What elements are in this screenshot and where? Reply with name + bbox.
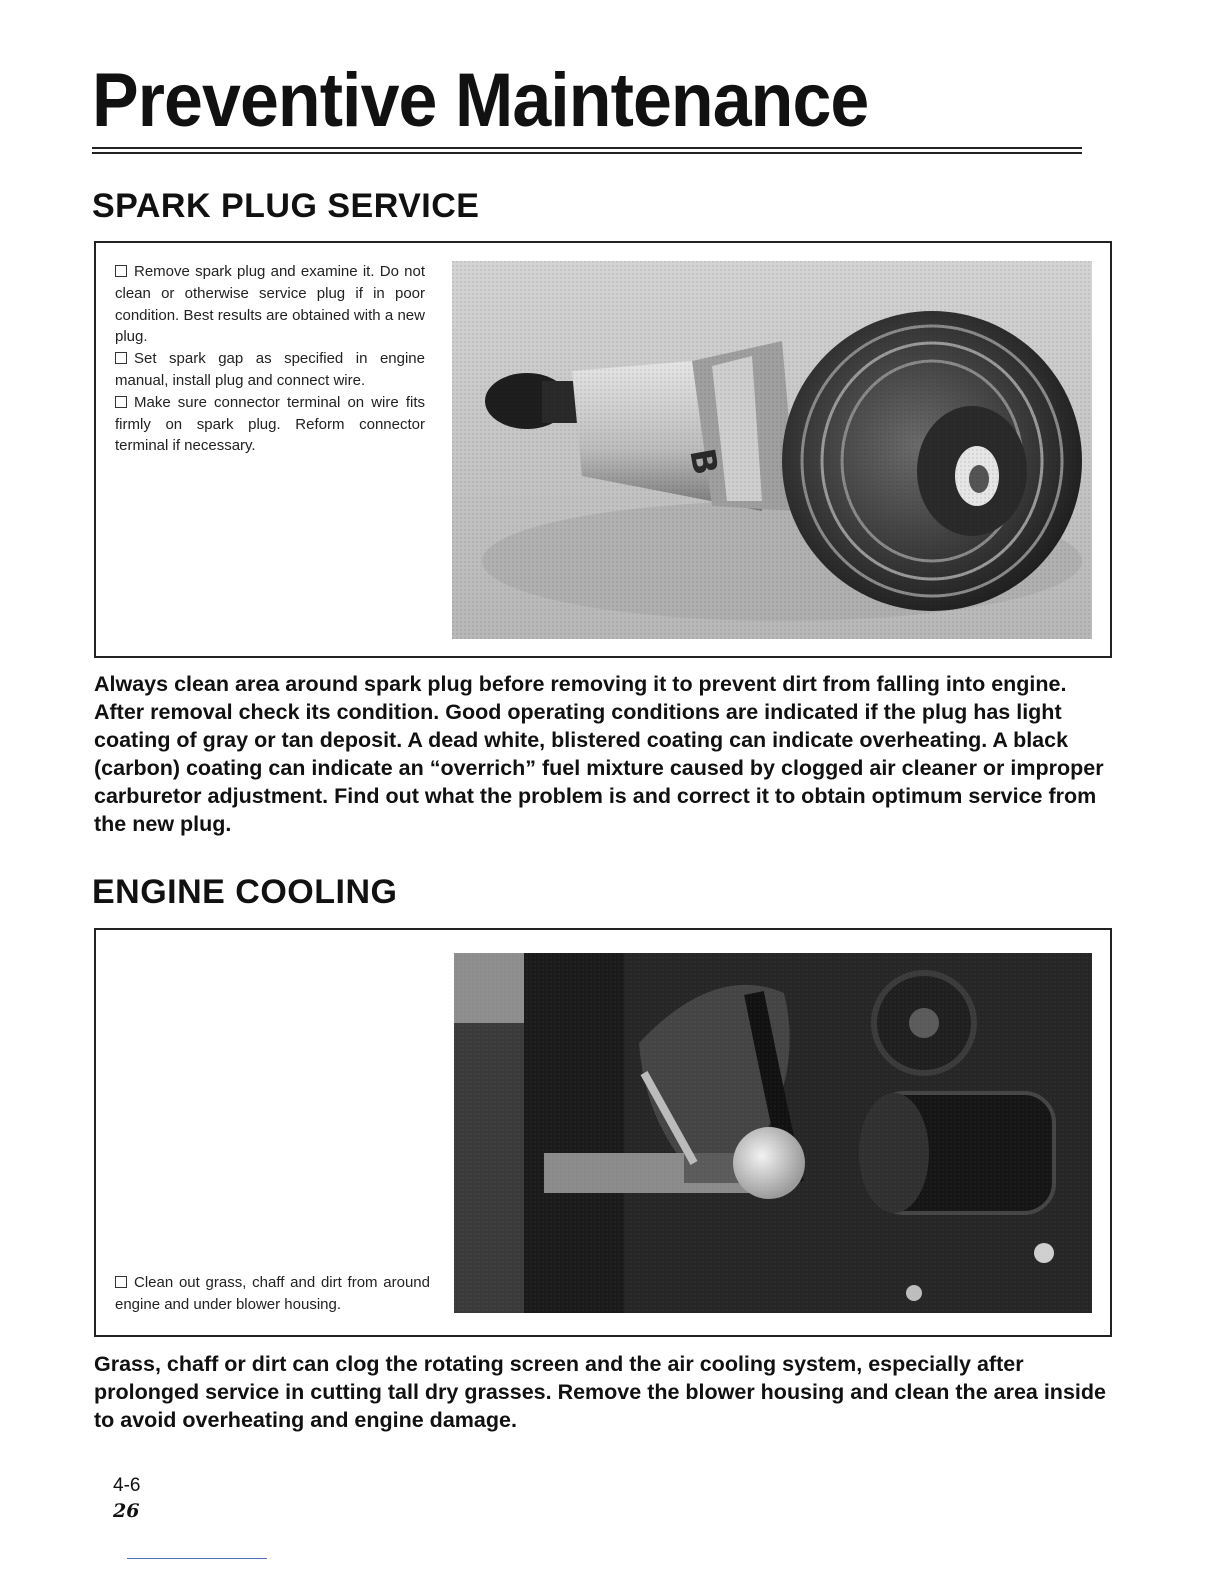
checkbox-icon	[115, 1276, 127, 1288]
checkbox-icon	[115, 396, 127, 408]
checkbox-icon	[115, 265, 127, 277]
step-item	[115, 1272, 430, 1316]
step-item	[115, 348, 425, 392]
page-title: Preventive Maintenance	[92, 58, 869, 143]
step-item	[115, 261, 425, 348]
step-text: Make sure connector terminal on wire fits firmly on spark plug. Reform connector terminal if necessary.	[115, 393, 425, 455]
step-text: Remove spark plug and examine it. Do not clean or otherwise service plug if in poor condition. Best results are obtained with a new plug.	[115, 263, 425, 346]
bottom-divider	[127, 1558, 267, 1559]
spark-plug-heading: SPARK PLUG SERVICE	[92, 187, 480, 225]
checkbox-icon	[115, 352, 127, 364]
page-number: 4-6	[113, 1475, 141, 1496]
title-rule-top	[92, 147, 1082, 149]
spark-plug-box	[94, 241, 1112, 658]
spark-plug-photo	[452, 261, 1092, 639]
engine-cooling-steps	[115, 1272, 430, 1316]
engine-cooling-heading: ENGINE COOLING	[92, 873, 398, 911]
step-item	[115, 392, 425, 457]
engine-cooling-paragraph: Grass, chaff or dirt can clog the rotating screen and the air cooling system, especially after prolonged service in cutting tall dry grasses. Remove the blower housing and clean the area inside to avoid overheating and engine damage.	[94, 1352, 1106, 1432]
step-text: Set spark gap as specified in engine manual, install plug and connect wire.	[115, 350, 425, 389]
step-text: Clean out grass, chaff and dirt from around engine and under blower housing.	[115, 1274, 430, 1313]
engine-cooling-photo	[454, 953, 1092, 1313]
spark-plug-steps	[115, 261, 425, 457]
spark-plug-paragraph: Always clean area around spark plug before removing it to prevent dirt from falling into engine. After removal check its condition. Good operating conditions are indicated if the plug has light coating of gray or tan deposit. A dead white, blistered coating can indicate overheating. A black (carbon) coating can indicate an “overrich” fuel mixture caused by clogged air cleaner or improper carburetor adjustment. Find out what the problem is and correct it to obtain optimum service from the new plug.	[94, 672, 1104, 836]
engine-cooling-box	[94, 928, 1112, 1337]
handwritten-page-number: 26	[113, 1500, 140, 1522]
title-rule-bottom	[92, 152, 1082, 154]
